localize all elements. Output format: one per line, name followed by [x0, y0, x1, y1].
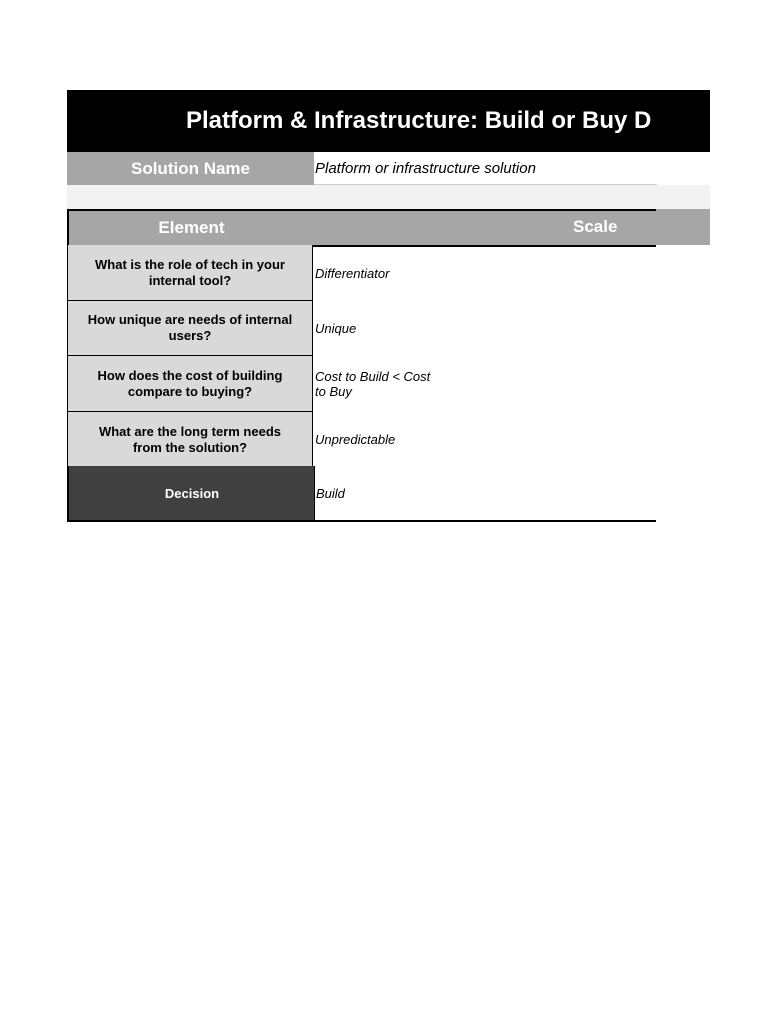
- scale-header-label: Scale: [573, 217, 618, 236]
- solution-name-value[interactable]: Platform or infrastructure solution: [314, 152, 657, 185]
- solution-name-label: Solution Name: [67, 152, 314, 185]
- answer-text: Cost to Build < Cost to Buy: [315, 369, 431, 399]
- decision-value[interactable]: Build: [314, 466, 656, 522]
- question-cell-unique-needs: How unique are needs of internal users?: [67, 301, 313, 356]
- answer-cell-long-term[interactable]: [314, 412, 656, 467]
- answer-text: Unique: [315, 321, 357, 336]
- scale-column-header: [314, 209, 710, 245]
- answer-text: Differentiator: [315, 265, 390, 281]
- answer-cell-cost-compare[interactable]: [314, 356, 656, 412]
- element-column-header: Element: [67, 209, 316, 247]
- page-title: Platform & Infrastructure: Build or Buy D: [186, 107, 652, 134]
- answer-cell-tech-role[interactable]: [314, 245, 656, 301]
- answer-cell-unique-needs[interactable]: [314, 301, 656, 356]
- spacer-row: [67, 185, 710, 209]
- decision-label: Decision: [67, 466, 315, 522]
- title-bar: [67, 90, 710, 152]
- question-cell-long-term: What are the long term needs from the solution?: [67, 412, 313, 467]
- answer-text: Unpredictable: [315, 432, 396, 447]
- question-cell-tech-role: What is the role of tech in your internal tool?: [67, 245, 313, 301]
- question-cell-cost-compare: How does the cost of building compare to buying?: [67, 356, 313, 412]
